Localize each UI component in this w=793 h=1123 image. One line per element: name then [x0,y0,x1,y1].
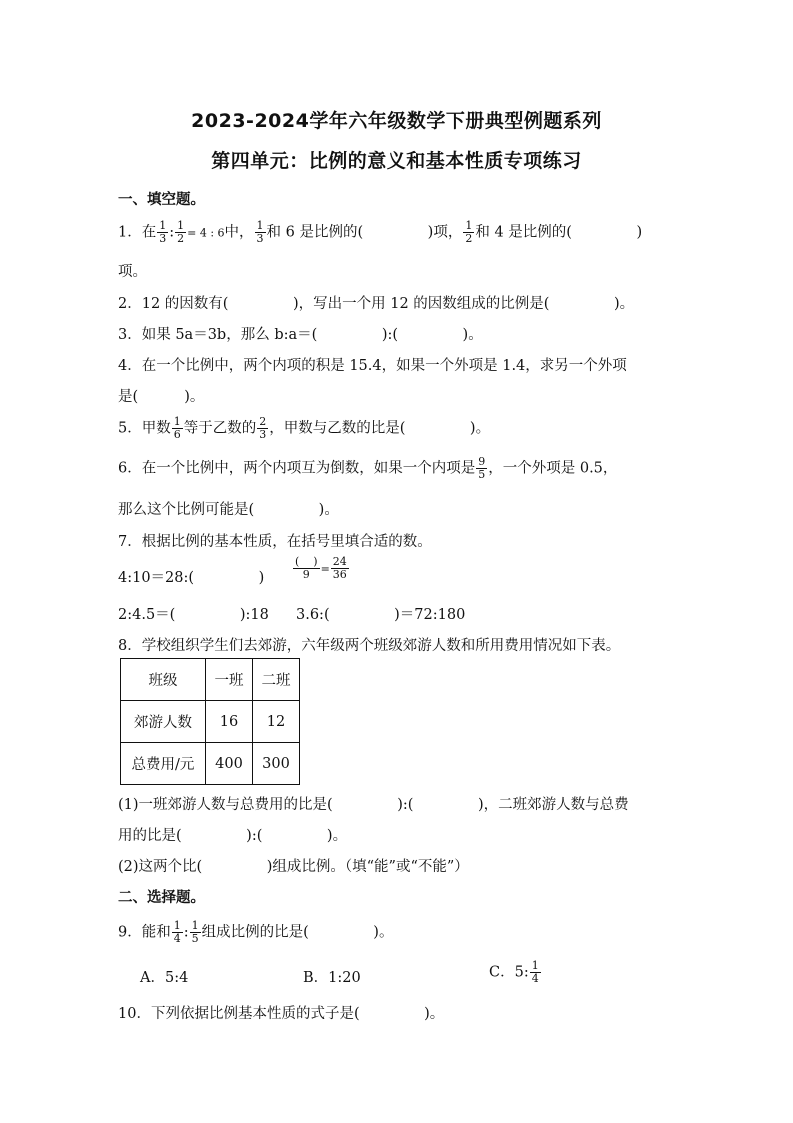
trip-cost-table [120,658,300,785]
question-1-continued: 项。 [118,264,147,280]
table-header-cell: 一班 [206,659,253,701]
question-6: 6．在一个比例中，两个内项互为倒数，如果一个内项是 $\frac{9}{5}$ ，一个外项是 0.5， [118,455,618,481]
table-header-cell: 班级 [121,659,206,701]
question-8: 8．学校组织学生们去郊游，六年级两个班级郊游人数和所用费用情况如下表。 [118,638,621,654]
table-cell: 16 [206,701,253,743]
question-8-part-1: (1)一班郊游人数与总费用的比是( ):( )，二班郊游人数与总费 [118,797,629,813]
fraction: $\frac{1}{3}$ [256,219,264,245]
question-7-part-d: 3.6:( )＝72:180 [296,607,466,623]
fraction: $\frac{1}{5}$ [191,919,199,945]
question-5: 5．甲数 $\frac{1}{6}$ 等于乙数的 $\frac{2}{3}$ ，甲数与乙数的比是( )。 [118,415,491,441]
question-3: 3．如果 5a＝3b，那么 b:a＝( ):( )。 [118,327,483,343]
fraction: $\frac{9}{5}$ [478,455,486,481]
fraction: $\frac{1}{3}$ [159,219,167,245]
fraction: $\frac{1}{4}$ [173,919,181,945]
fraction: $\frac{2}{3}$ [259,415,267,441]
question-10: 10．下列依据比例基本性质的式子是( )。 [118,1006,445,1022]
fraction: $\frac{( )}{9}$ [295,555,318,581]
option-b: B．1:20 [303,970,361,986]
worksheet-title: 2023-2024学年六年级数学下册典型例题系列 [191,110,602,132]
table-row [121,701,300,743]
question-7-part-a: 4:10＝28:( ) [118,570,265,586]
section-fill-in-heading: 一、填空题。 [118,192,205,208]
table-cell: 300 [253,743,300,785]
question-9: 9．能和 $\frac{1}{4}$ : $\frac{1}{5}$ 组成比例的比是( )。 [118,919,394,945]
fraction: $\frac{24}{36}$ [332,555,347,581]
table-header-cell: 二班 [253,659,300,701]
option-c: C．5: $\frac{1}{4}$ [489,959,539,985]
question-1: 1．在 $\frac{1}{3}$ : $\frac{1}{2}$ = 4 : 6中， $\frac{1}{3}$ 和 6 是比例的( )项， $\frac{1}{2}$ 和 4 是比例的( ) [118,219,643,245]
section-choice-heading: 二、选择题。 [118,890,205,906]
table-row [121,659,300,701]
question-6-continued: 那么这个比例可能是( )。 [118,502,339,518]
fraction: $\frac{1}{2}$ [465,219,473,245]
question-8-part-1-continued: 用的比是( ):( )。 [118,828,348,844]
fraction: $\frac{1}{4}$ [531,959,539,985]
question-7-part-b: $\frac{( )}{9}$ = $\frac{24}{36}$ [295,555,347,581]
question-8-part-2: (2)这两个比( )组成比例。（填“能”或“不能”） [118,859,469,875]
table-cell: 400 [206,743,253,785]
fraction: $\frac{1}{6}$ [173,415,181,441]
question-2: 2．12 的因数有( )，写出一个用 12 的因数组成的比例是( )。 [118,296,635,312]
question-7-part-c: 2:4.5＝( ):18 [118,607,269,623]
table-cell: 总费用/元 [121,743,206,785]
fraction: $\frac{1}{2}$ [177,219,185,245]
table-row [121,743,300,785]
table-cell: 郊游人数 [121,701,206,743]
question-4: 4．在一个比例中，两个内项的积是 15.4，如果一个外项是 1.4，求另一个外项 [118,358,627,374]
table-cell: 12 [253,701,300,743]
worksheet-subtitle: 第四单元：比例的意义和基本性质专项练习 [211,150,582,172]
option-a: A．5:4 [140,970,189,986]
question-7: 7．根据比例的基本性质，在括号里填合适的数。 [118,534,432,550]
question-4-continued: 是( )。 [118,389,205,405]
